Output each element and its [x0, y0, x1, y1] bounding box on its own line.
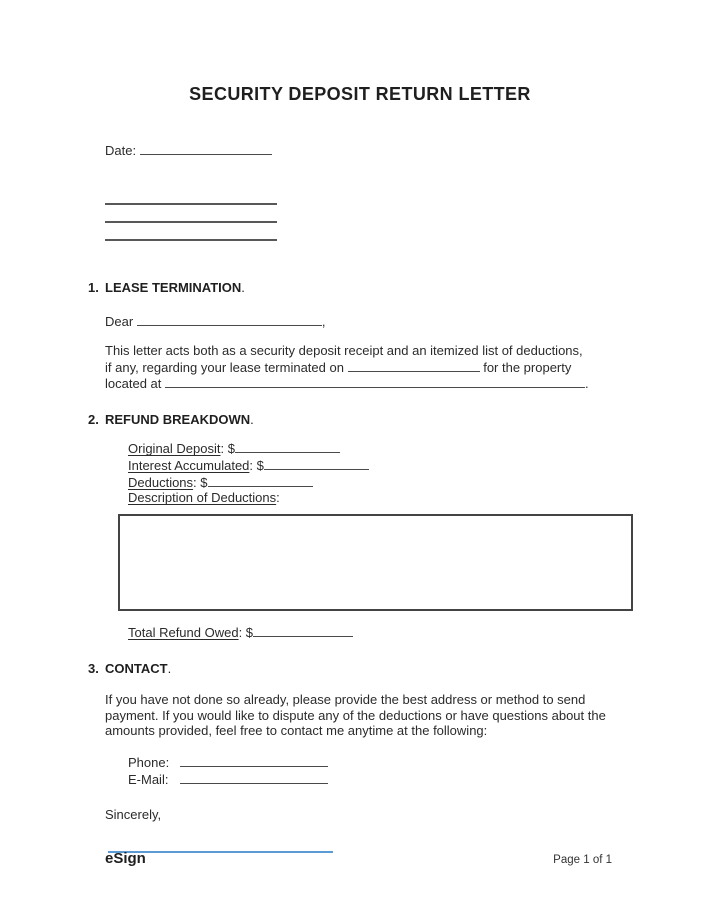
page-footer — [105, 850, 612, 868]
email-blank-field — [180, 771, 328, 784]
date-label: Date: — [105, 142, 137, 158]
section-1-period: . — [241, 280, 245, 296]
description-of-deductions-box — [118, 514, 633, 611]
section-3-number: 3. — [88, 661, 99, 677]
total-refund-row: Total Refund Owed: $ — [128, 624, 632, 641]
refund-row-original-deposit: Original Deposit: $ — [128, 440, 632, 457]
lease-termination-paragraph — [105, 343, 640, 392]
salutation-row — [105, 313, 632, 330]
refund-row-description-of-deductions: Description of Deductions: — [128, 490, 280, 506]
phone-row — [128, 754, 632, 772]
refund-row-deductions: Deductions: $ — [128, 474, 632, 491]
section-1-title: LEASE TERMINATION. — [105, 280, 245, 296]
section-2-heading — [88, 412, 632, 428]
salutation-blank-field — [137, 313, 322, 326]
property-address-blank-field — [165, 375, 585, 388]
closing-row — [105, 807, 632, 823]
original-deposit-blank-field — [235, 440, 340, 453]
address-blank-lines — [105, 187, 277, 241]
email-label: E-Mail: — [128, 772, 169, 788]
page-number: Page 1 of 1 — [553, 854, 612, 866]
address-blank-line-3 — [105, 223, 277, 241]
paragraph-line-1: This letter acts both as a security deposit receipt and an itemized list of deductions, — [105, 343, 583, 359]
address-blank-line-2 — [105, 205, 277, 223]
total-refund-blank-field — [253, 624, 353, 637]
paragraph-line-2: if any, regarding your lease terminated on for the property — [105, 359, 572, 375]
paragraph-line-3: located at . — [105, 376, 589, 392]
section-2-title: REFUND BREAKDOWN. — [105, 411, 254, 427]
date-row — [105, 142, 632, 159]
termination-date-blank-field — [348, 359, 480, 372]
document-content — [0, 142, 720, 854]
deductions-blank-field — [208, 474, 313, 487]
phone-blank-field — [180, 754, 328, 767]
section-2-period: . — [250, 411, 254, 427]
phone-label: Phone: — [128, 754, 170, 770]
refund-breakdown-list — [128, 440, 632, 505]
interest-accumulated-blank-field — [264, 457, 369, 470]
date-blank-field — [140, 142, 272, 155]
refund-row-interest-accumulated: Interest Accumulated: $ — [128, 457, 632, 474]
address-blank-line-1 — [105, 187, 277, 205]
section-3-period: . — [167, 661, 172, 677]
email-row — [128, 771, 632, 789]
section-2-number: 2. — [88, 411, 99, 427]
contact-fields — [128, 754, 632, 789]
original-deposit-label: Original Deposit — [128, 441, 221, 457]
deductions-label: Deductions — [128, 474, 194, 490]
section-3-title: CONTACT. — [105, 661, 172, 677]
section-1-number: 1. — [88, 280, 99, 296]
closing-text: Sincerely, — [105, 806, 162, 822]
document-title: SECURITY DEPOSIT RETURN LETTER — [189, 84, 531, 104]
contact-paragraph: If you have not done so already, please provide the best address or method to send payment. If you would like to dispute any of the deductions or have questions about the amounts provided, feel free to contact me anytime at the following: — [105, 692, 606, 739]
interest-accumulated-label: Interest Accumulated — [128, 458, 250, 474]
description-of-deductions-label: Description of Deductions — [128, 490, 277, 506]
total-refund-owed-label: Total Refund Owed — [128, 624, 239, 640]
salutation-label: Dear — [105, 313, 134, 329]
section-1-heading — [88, 280, 632, 296]
esign-logo: eSign — [105, 850, 146, 867]
salutation-comma: , — [321, 313, 326, 329]
section-3-heading — [88, 661, 632, 677]
